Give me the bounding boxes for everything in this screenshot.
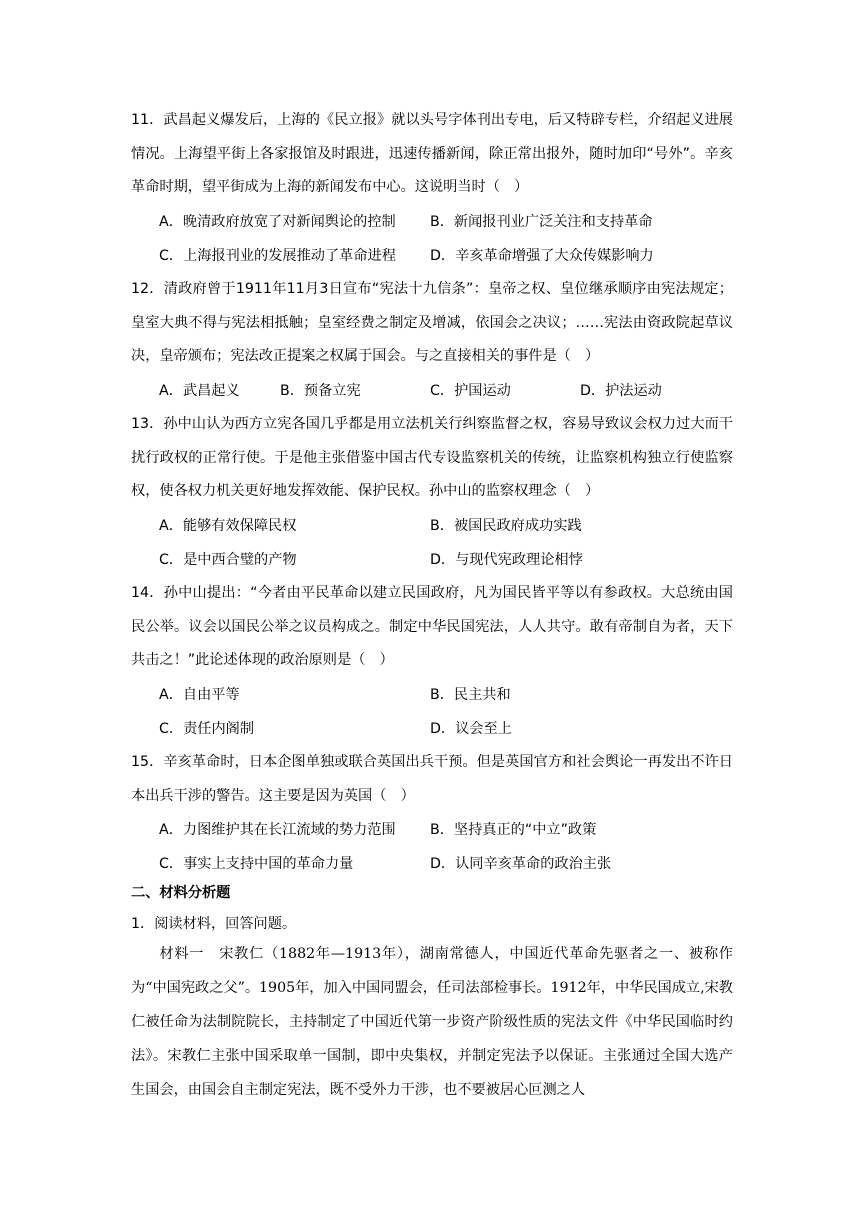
question-12-stem: 12．清政府曾于1911年11月3日宣布“宪法十九信条”：皇帝之权、皇位继承顺序由宪法规定；皇室大典不得与宪法相抵触；皇室经费之制定及增减，依国会之决议；……宪法由资政院起草议决，皇帝颁布；宪法改正提案之权属于国会。与之直接相关的事件是（ ） [131,281,733,365]
q13-option-c: C．是中西合璧的产物 [159,552,297,568]
q14-option-a: A．自由平等 [159,687,240,703]
q15-option-c: C．事实上支持中国的革命力量 [159,856,354,872]
q14-option-d: D．议会至上 [430,721,512,737]
q12-option-b: B．预备立宪 [280,383,361,399]
q11-option-a: A．晚清政府放宽了对新闻舆论的控制 [159,214,396,230]
q13-option-d: D．与现代宪政理论相悖 [430,552,583,568]
material-one-text: 材料一 宋教仁（1882年—1913年），湖南常德人，中国近代革命先驱者之一、被称作为“中国宪政之父”。1905年，加入中国同盟会，任司法部检事长。1912年，中华民国成立,宋教仁被任命为法制院院长，主持制定了中国近代第一步资产阶级性质的宪法文件《中华民国临时约法》。宋教仁主张中国采取单一国制，即中央集权，并制定宪法予以保证。主张通过全国大选产生国会，由国会自主制定宪法，既不受外力干涉，也不要被居心叵测之人 [131,946,733,1098]
q13-option-a: A．能够有效保障民权 [159,518,297,534]
q14-option-b: B．民主共和 [430,687,511,703]
q15-option-b: B．坚持真正的“中立”政策 [430,822,597,838]
section-heading: 二、材料分析题 [131,885,231,901]
q14-option-c: C．责任内阁制 [159,721,255,737]
question-15-stem: 15．辛亥革命时，日本企图单独或联合英国出兵干预。但是英国官方和社会舆论一再发出不许日本出兵干涉的警告。这主要是因为英国（ ） [131,754,733,804]
q15-option-d: D．认同辛亥革命的政治主张 [430,856,612,872]
q11-option-d: D．辛亥革命增强了大众传媒影响力 [430,248,654,264]
q12-option-c: C．护国运动 [430,383,511,399]
q15-option-a: A．力图维护其在长江流域的势力范围 [159,822,396,838]
material-question-title: 1．阅读材料，回答问题。 [131,916,297,932]
question-11-stem: 11．武昌起义爆发后，上海的《民立报》就以头号字体刊出专电，后又特辟专栏，介绍起义进展情况。上海望平街上各家报馆及时跟进，迅速传播新闻，除正常出报外，随时加印“号外”。辛亥革命时期，望平街成为上海的新闻发布中心。这说明当时（ ） [131,112,733,196]
q11-option-c: C．上海报刊业的发展推动了革命进程 [159,248,396,264]
q12-option-d: D．护法运动 [580,383,662,399]
question-13-stem: 13．孙中山认为西方立宪各国几乎都是用立法机关行纠察监督之权，容易导致议会权力过大而干扰行政权的正常行使。于是他主张借鉴中国古代专设监察机关的传统，让监察机构独立行使监察权，使各权力机关更好地发挥效能、保护民权。孙中山的监察权理念（ ） [131,416,733,500]
q12-option-a: A．武昌起义 [159,383,240,399]
q11-option-b: B．新闻报刊业广泛关注和支持革命 [430,214,653,230]
q13-option-b: B．被国民政府成功实践 [430,518,582,534]
question-14-stem: 14．孙中山提出：“今者由平民革命以建立民国政府，凡为国民皆平等以有参政权。大总统由国民公举。议会以国民公举之议员构成之。制定中华民国宪法，人人共守。敢有帝制自为者，天下共击之！”此论述体现的政治原则是（ ） [131,585,733,669]
